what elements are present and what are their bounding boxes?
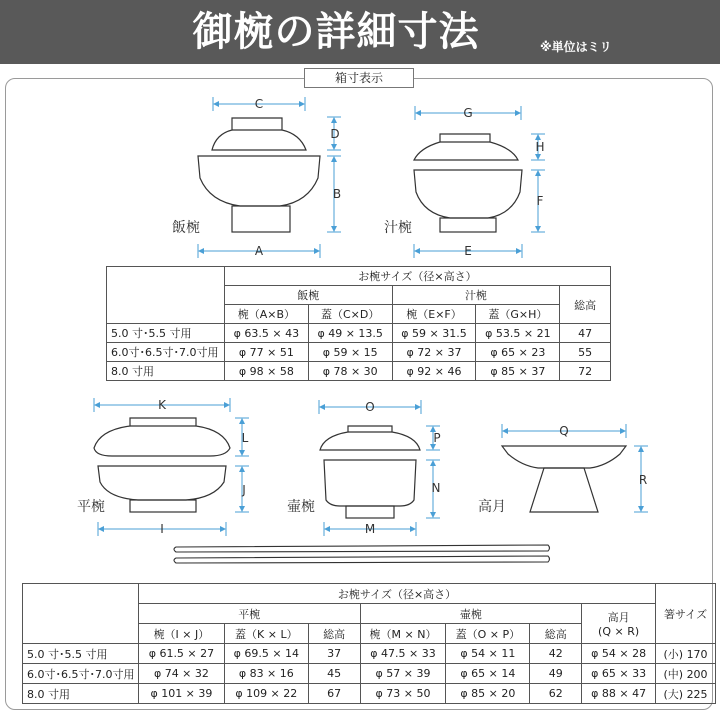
table-header: 椀（E×F） xyxy=(392,305,476,324)
row-label: 5.0 寸･5.5 寸用 xyxy=(107,324,225,343)
table-subheader-tsubo: 壷椀 xyxy=(360,604,582,624)
dim-label-o: O xyxy=(365,400,375,414)
dim-label-d: D xyxy=(330,127,340,141)
dim-label-p: P xyxy=(433,431,441,445)
unit-note: ※単位はミリ xyxy=(540,40,612,54)
table-cell: φ 65 × 33 xyxy=(582,664,656,684)
table-header-total: 総高 xyxy=(560,286,611,324)
shiru-name: 汁椀 xyxy=(384,220,412,236)
table-row xyxy=(23,644,716,664)
table-header: 総高 xyxy=(308,624,360,644)
row-label: 8.0 寸用 xyxy=(107,362,225,381)
takatsuki-header-name: 高月 xyxy=(607,611,630,624)
table-header-chopsticks: 箸サイズ xyxy=(656,584,716,644)
table-header: 椀（I × J） xyxy=(138,624,224,644)
dim-label-f: F xyxy=(536,194,544,208)
table-cell: 67 xyxy=(308,684,360,704)
dim-label-k: K xyxy=(158,398,166,412)
chopsticks-drawing xyxy=(174,545,550,563)
table-cell: (小) 170 xyxy=(656,644,716,664)
table-cell: φ 61.5 × 27 xyxy=(138,644,224,664)
table-subheader-shiru: 汁椀 xyxy=(392,286,560,305)
tsubo-dimensions xyxy=(319,400,440,536)
dim-label-b: B xyxy=(332,187,342,201)
table-cell: φ 65 × 14 xyxy=(446,664,530,684)
table-header: 蓋（C×D） xyxy=(308,305,392,324)
dim-label-j: J xyxy=(242,483,246,497)
table-header-takatsuki xyxy=(582,604,656,644)
table-cell: 72 xyxy=(560,362,611,381)
table-corner xyxy=(107,267,225,324)
row-label: 8.0 寸用 xyxy=(23,684,139,704)
table-cell: 37 xyxy=(308,644,360,664)
table-cell: φ 59 × 15 xyxy=(308,343,392,362)
table-row xyxy=(107,343,611,362)
table-group-header: お椀サイズ（径×高さ） xyxy=(224,267,610,286)
page-title: 御椀の詳細寸法 xyxy=(192,8,480,55)
table-header: 蓋（G×H） xyxy=(476,305,560,324)
takatsuki-drawing xyxy=(502,446,626,512)
table-cell: (中) 200 xyxy=(656,664,716,684)
tsubo-bowl-drawing xyxy=(320,426,420,518)
table-corner xyxy=(23,584,139,644)
table-cell: φ 101 × 39 xyxy=(138,684,224,704)
dim-label-i: I xyxy=(160,522,164,536)
table-cell: φ 53.5 × 21 xyxy=(476,324,560,343)
table-cell: φ 74 × 32 xyxy=(138,664,224,684)
dim-label-h: H xyxy=(535,140,545,154)
meshi-dimensions xyxy=(198,97,341,258)
shiru-dimensions xyxy=(414,106,545,258)
takatsuki-name: 高月 xyxy=(478,499,506,515)
dim-label-c: C xyxy=(254,97,264,111)
dim-label-a: A xyxy=(254,244,264,258)
table-cell: φ 65 × 23 xyxy=(476,343,560,362)
table-cell: 49 xyxy=(530,664,582,684)
size-table-meshi-shiru xyxy=(106,266,611,381)
table-cell: φ 54 × 28 xyxy=(582,644,656,664)
table-header: 総高 xyxy=(530,624,582,644)
table-subheader-hira: 平椀 xyxy=(138,604,360,624)
table-cell: φ 59 × 31.5 xyxy=(392,324,476,343)
table-cell: φ 73 × 50 xyxy=(360,684,446,704)
table-row xyxy=(23,664,716,684)
table-cell: 42 xyxy=(530,644,582,664)
table-cell: φ 54 × 11 xyxy=(446,644,530,664)
size-table-hira-tsubo xyxy=(22,583,716,704)
table-cell: φ 78 × 30 xyxy=(308,362,392,381)
table-row xyxy=(107,324,611,343)
table-cell: φ 85 × 20 xyxy=(446,684,530,704)
dim-label-n: N xyxy=(431,481,441,495)
table-cell: φ 88 × 47 xyxy=(582,684,656,704)
takatsuki-header-dims: (Q × R) xyxy=(598,625,640,638)
row-label: 6.0寸･6.5寸･7.0寸用 xyxy=(23,664,139,684)
dim-label-q: Q xyxy=(559,424,569,438)
shiru-bowl-drawing xyxy=(414,134,522,232)
table-header: 蓋（K × L） xyxy=(224,624,308,644)
table-header: 椀（A×B） xyxy=(224,305,308,324)
table-cell: φ 69.5 × 14 xyxy=(224,644,308,664)
table-cell: φ 47.5 × 33 xyxy=(360,644,446,664)
dim-label-r: R xyxy=(638,473,648,487)
row-label: 5.0 寸･5.5 寸用 xyxy=(23,644,139,664)
table-group-header: お椀サイズ（径×高さ） xyxy=(138,584,655,604)
table-cell: φ 72 × 37 xyxy=(392,343,476,362)
dim-label-l: L xyxy=(241,431,249,445)
table-cell: 55 xyxy=(560,343,611,362)
table-cell: (大) 225 xyxy=(656,684,716,704)
table-cell: φ 63.5 × 43 xyxy=(224,324,308,343)
table-row xyxy=(107,362,611,381)
table-cell: φ 49 × 13.5 xyxy=(308,324,392,343)
table-cell: 45 xyxy=(308,664,360,684)
tsubo-name: 壷椀 xyxy=(287,499,315,515)
table-header: 椀（M × N） xyxy=(360,624,446,644)
dim-label-g: G xyxy=(463,106,473,120)
hira-bowl-drawing xyxy=(94,418,230,512)
table-row xyxy=(23,684,716,704)
table-cell: φ 92 × 46 xyxy=(392,362,476,381)
hira-name: 平椀 xyxy=(77,499,105,515)
frame-label: 箱寸表示 xyxy=(304,68,414,88)
dim-label-e: E xyxy=(464,244,472,258)
table-cell: φ 109 × 22 xyxy=(224,684,308,704)
table-cell: φ 77 × 51 xyxy=(224,343,308,362)
meshi-name: 飯椀 xyxy=(172,220,200,236)
table-header: 蓋（O × P） xyxy=(446,624,530,644)
table-cell: 47 xyxy=(560,324,611,343)
table-subheader-meshi: 飯椀 xyxy=(224,286,392,305)
table-cell: φ 98 × 58 xyxy=(224,362,308,381)
dim-label-m: M xyxy=(364,522,376,536)
meshi-bowl-drawing xyxy=(198,118,320,232)
table-cell: φ 57 × 39 xyxy=(360,664,446,684)
table-cell: φ 83 × 16 xyxy=(224,664,308,684)
table-cell: φ 85 × 37 xyxy=(476,362,560,381)
row-label: 6.0寸･6.5寸･7.0寸用 xyxy=(107,343,225,362)
table-cell: 62 xyxy=(530,684,582,704)
